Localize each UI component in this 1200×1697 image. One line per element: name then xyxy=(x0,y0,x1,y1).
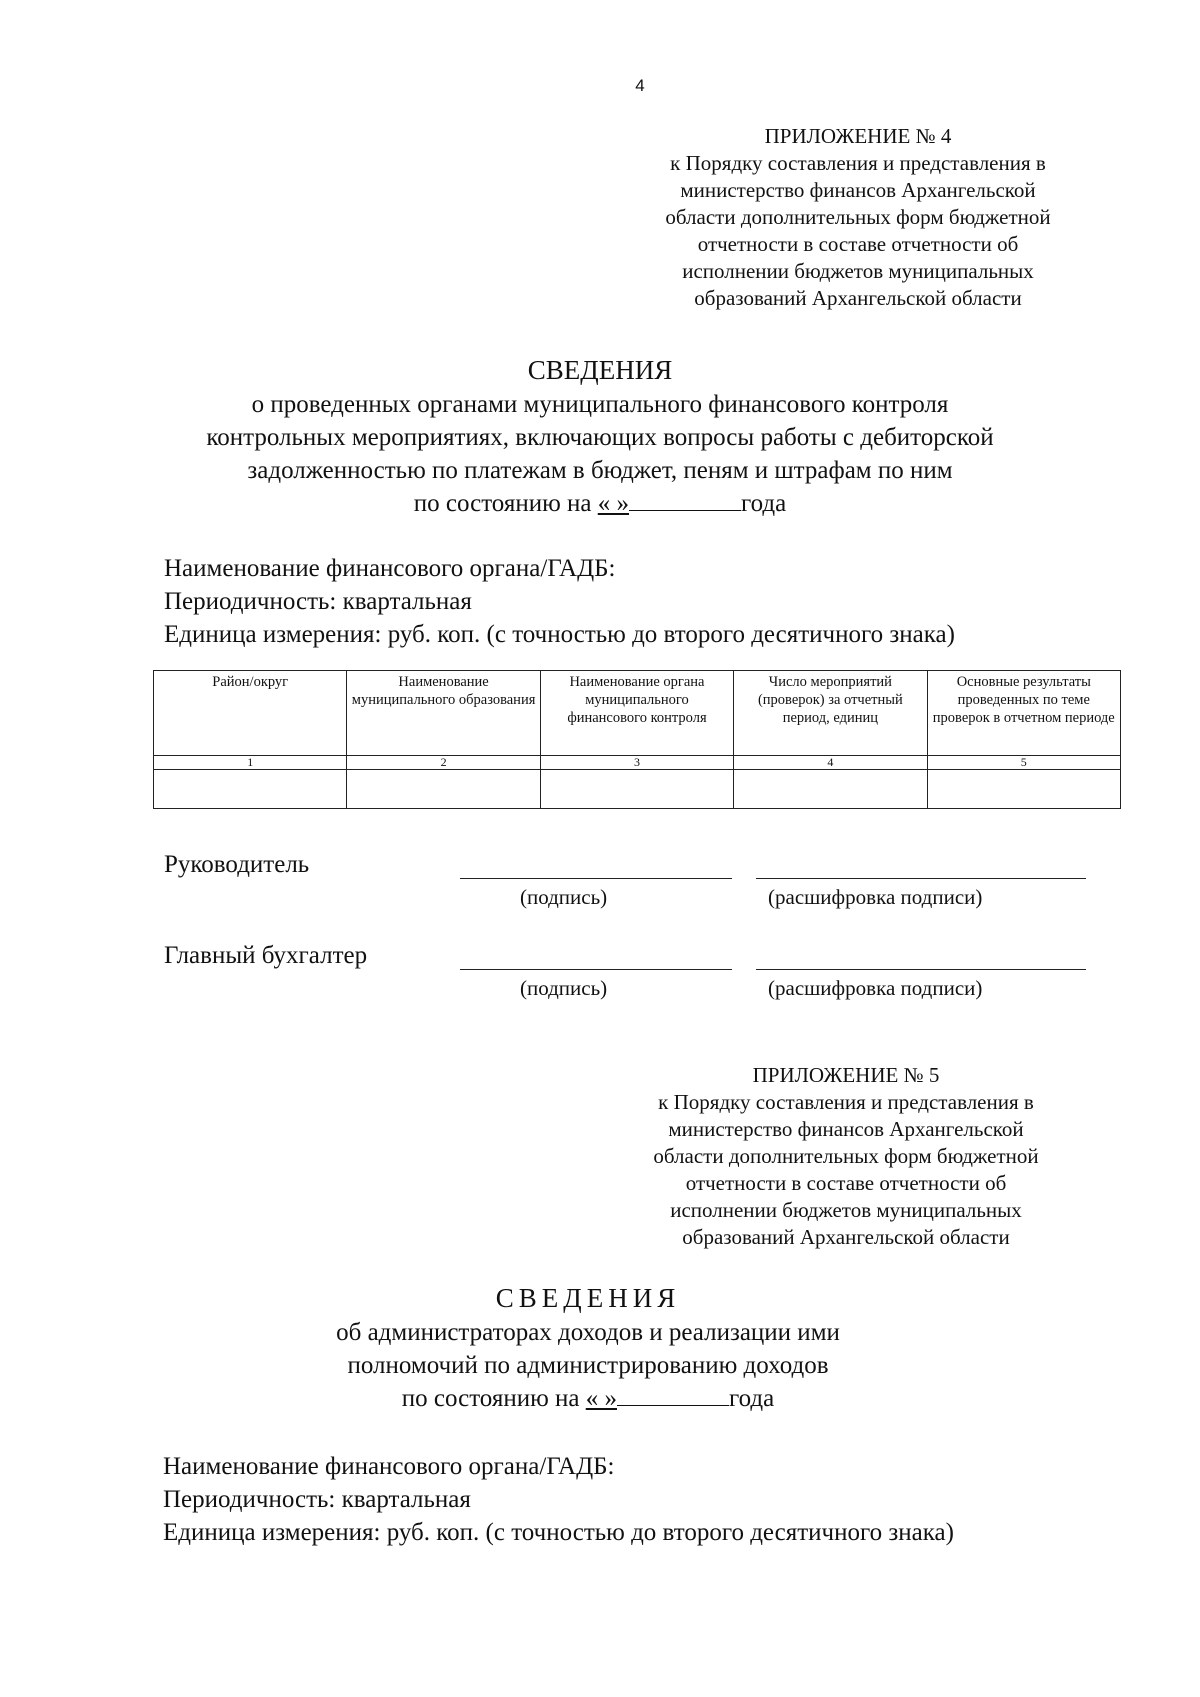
appendix-4-ref-line: образований Архангельской области xyxy=(694,286,1022,310)
appendix-4-ref-line: области дополнительных форм бюджетной xyxy=(665,205,1051,229)
table-header-cell: Число мероприятий (проверок) за отчетный период, единиц xyxy=(734,671,927,756)
table-cell xyxy=(540,770,733,809)
org-name-label: Наименование финансового органа/ГАДБ: xyxy=(163,1453,615,1480)
report-5-date-line xyxy=(108,1382,1068,1415)
accountant-signature-row xyxy=(164,941,1114,1001)
appendix-4-title: ПРИЛОЖЕНИЕ № 4 xyxy=(764,124,952,148)
table-number-cell: 1 xyxy=(154,756,347,770)
head-signature-row xyxy=(164,850,1114,910)
report-4-date-line xyxy=(120,487,1080,520)
head-decoding-line xyxy=(756,878,1086,879)
date-quotes: « » xyxy=(585,1385,617,1412)
appendix-5-title: ПРИЛОЖЕНИЕ № 5 xyxy=(752,1063,940,1087)
report-5-title: СВЕДЕНИЯ xyxy=(495,1283,681,1313)
table-row xyxy=(154,770,1121,809)
table-header-row xyxy=(154,671,1121,756)
table-number-cell: 5 xyxy=(927,756,1120,770)
table-header-cell: Район/округ xyxy=(154,671,347,756)
report-4-heading xyxy=(120,352,1080,520)
date-suffix: года xyxy=(741,490,787,517)
head-role-label: Руководитель xyxy=(164,851,310,878)
appendix-4-ref-line: к Порядку составления и представления в xyxy=(670,151,1046,175)
decoding-caption: (расшифровка подписи) xyxy=(768,976,983,1000)
table-number-row xyxy=(154,756,1121,770)
date-quotes: « » xyxy=(597,490,629,517)
date-blank-line xyxy=(629,490,741,511)
signature-caption: (подпись) xyxy=(520,885,608,909)
appendix-5-ref-line: области дополнительных форм бюджетной xyxy=(653,1144,1039,1168)
report-4-title: СВЕДЕНИЯ xyxy=(527,355,673,385)
appendix-4-block xyxy=(638,123,1078,312)
table-header-cell: Наименование муниципального образования xyxy=(347,671,540,756)
head-signature-line xyxy=(460,878,732,879)
appendix-5-ref-line: к Порядку составления и представления в xyxy=(658,1090,1034,1114)
periodicity-label: Периодичность: квартальная xyxy=(163,1486,471,1513)
date-suffix: года xyxy=(729,1385,775,1412)
table-cell xyxy=(154,770,347,809)
signature-caption: (подпись) xyxy=(520,976,608,1000)
report-5-heading xyxy=(108,1280,1068,1415)
appendix-4-ref-line: министерство финансов Архангельской xyxy=(680,178,1036,202)
unit-label: Единица измерения: руб. коп. (с точностью до второго десятичного знака) xyxy=(163,1519,954,1546)
table-number-cell: 3 xyxy=(540,756,733,770)
report-4-table xyxy=(153,670,1121,809)
appendix-5-ref-line: образований Архангельской области xyxy=(682,1225,1010,1249)
appendix-5-ref-line: отчетности в составе отчетности об xyxy=(685,1171,1007,1195)
report-4-params xyxy=(164,552,1114,651)
report-5-subtitle-line: об администраторах доходов и реализации ими xyxy=(336,1319,840,1346)
appendix-5-ref-line: исполнении бюджетов муниципальных xyxy=(670,1198,1022,1222)
accountant-signature-line xyxy=(460,969,732,970)
date-blank-line xyxy=(617,1385,729,1406)
appendix-5-block xyxy=(626,1062,1066,1251)
report-5-params xyxy=(163,1450,1113,1549)
table-cell xyxy=(927,770,1120,809)
accountant-decoding-line xyxy=(756,969,1086,970)
table-header-cell: Наименование органа муниципального финансового контроля xyxy=(540,671,733,756)
table-header-cell: Основные результаты проведенных по теме проверок в отчетном периоде xyxy=(927,671,1120,756)
appendix-5-ref-line: министерство финансов Архангельской xyxy=(668,1117,1024,1141)
report-4-subtitle-line: контрольных мероприятиях, включающих вопросы работы с дебиторской xyxy=(206,424,994,451)
org-name-label: Наименование финансового органа/ГАДБ: xyxy=(164,555,616,582)
table-number-cell: 2 xyxy=(347,756,540,770)
date-prefix: по состоянию на xyxy=(401,1385,586,1412)
page-number: 4 xyxy=(635,76,645,95)
appendix-4-ref-line: исполнении бюджетов муниципальных xyxy=(682,259,1034,283)
report-4-subtitle-line: о проведенных органами муниципального финансового контроля xyxy=(251,391,949,418)
table-number-cell: 4 xyxy=(734,756,927,770)
table-cell xyxy=(734,770,927,809)
report-5-subtitle-line: полномочий по администрированию доходов xyxy=(347,1352,829,1379)
report-4-subtitle-line: задолженностью по платежам в бюджет, пеням и штрафам по ним xyxy=(247,457,953,484)
unit-label: Единица измерения: руб. коп. (с точностью до второго десятичного знака) xyxy=(164,621,955,648)
date-prefix: по состоянию на xyxy=(413,490,598,517)
appendix-4-ref-line: отчетности в составе отчетности об xyxy=(697,232,1019,256)
accountant-role-label: Главный бухгалтер xyxy=(164,942,368,969)
decoding-caption: (расшифровка подписи) xyxy=(768,885,983,909)
periodicity-label: Периодичность: квартальная xyxy=(164,588,472,615)
table-cell xyxy=(347,770,540,809)
